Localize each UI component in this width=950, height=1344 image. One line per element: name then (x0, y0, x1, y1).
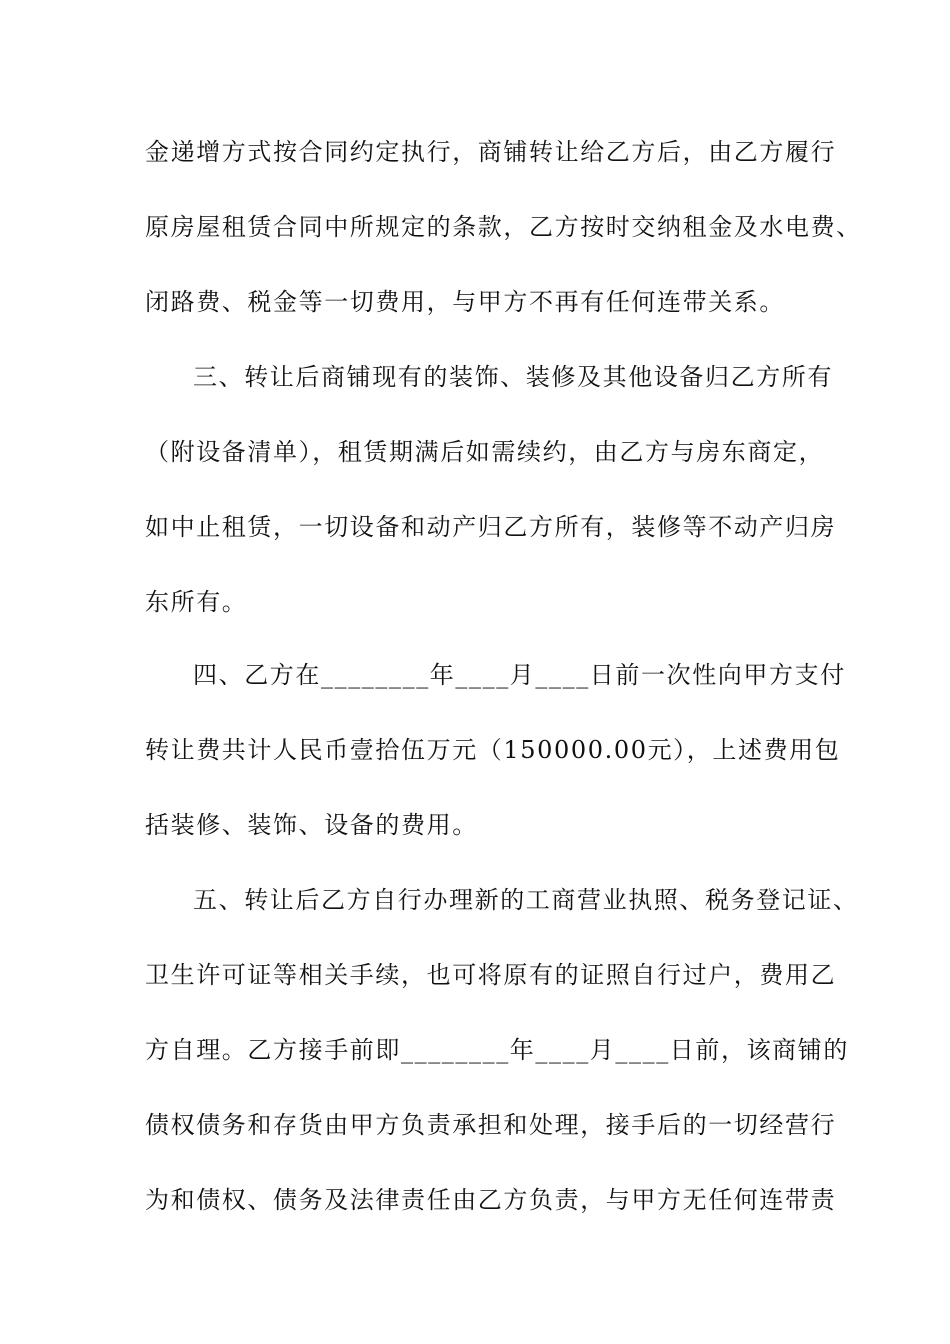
paragraph-line: 债权债务和存货由甲方负责承担和处理，接手后的一切经营行 (145, 1111, 837, 1139)
paragraph-line: 括装修、装饰、设备的费用。 (145, 811, 478, 839)
paragraph-line: 原房屋租赁合同中所规定的条款，乙方按时交纳租金及水电费、 (145, 213, 862, 241)
paragraph-line: 东所有。 (145, 588, 248, 616)
paragraph-line: 转让费共计人民币壹拾伍万元（150000.00元），上述费用包 (145, 736, 841, 764)
clause-4-heading-line: 四、乙方在________年____月____日前一次性向甲方支付 (193, 661, 846, 689)
paragraph-line: （附设备清单），租赁期满后如需续约，由乙方与房东商定， (145, 438, 825, 466)
paragraph-line: 如中止租赁，一切设备和动产归乙方所有，装修等不动产归房 (145, 513, 837, 541)
paragraph-line: 卫生许可证等相关手续，也可将原有的证照自行过户，费用乙 (145, 961, 837, 989)
clause-3-heading-line: 三、转让后商铺现有的装饰、装修及其他设备归乙方所有 (193, 363, 833, 391)
clause-5-heading-line: 五、转让后乙方自行办理新的工商营业执照、税务登记证、 (193, 886, 859, 914)
paragraph-line: 闭路费、税金等一切费用，与甲方不再有任何连带关系。 (145, 288, 785, 316)
paragraph-line: 为和债权、债务及法律责任由乙方负责，与甲方无任何连带责 (145, 1186, 837, 1214)
paragraph-line: 金递增方式按合同约定执行，商铺转让给乙方后，由乙方履行 (145, 138, 837, 166)
paragraph-line: 方自理。乙方接手前即________年____月____日前，该商铺的 (145, 1036, 849, 1064)
